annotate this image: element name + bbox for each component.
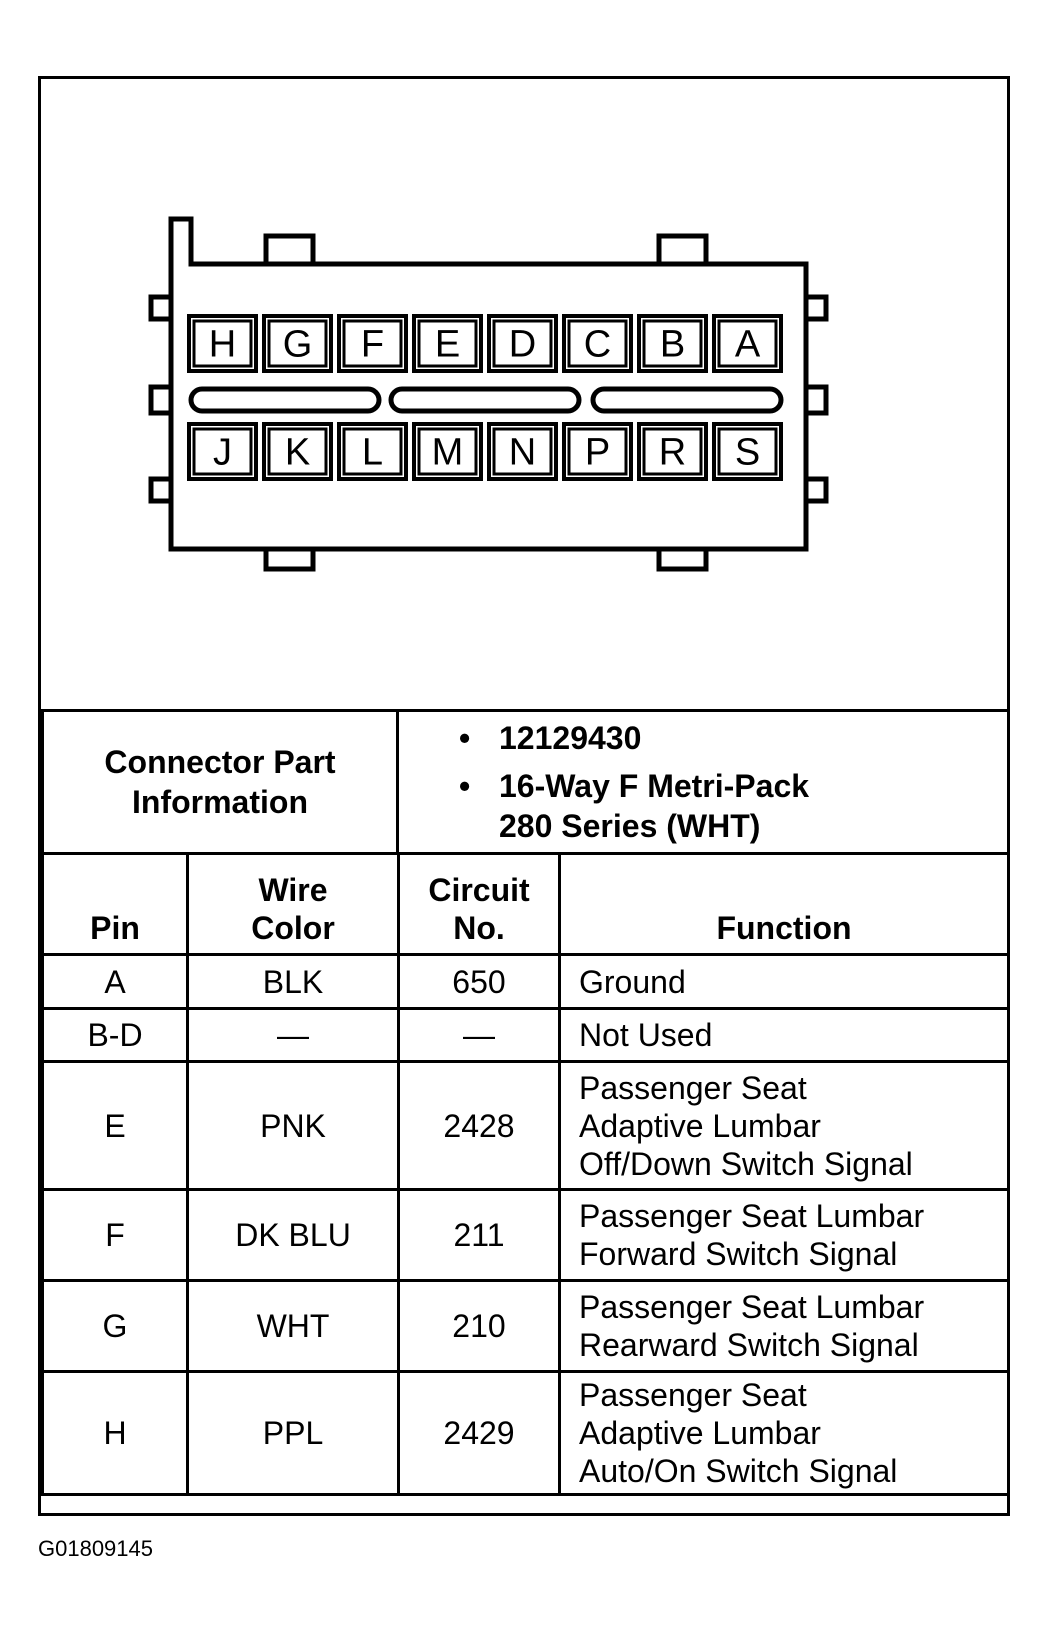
- connector-face-diagram: [41, 79, 1007, 709]
- pin-cell: B-D: [43, 1009, 188, 1062]
- side-tab-right-1: [806, 297, 826, 319]
- side-tab-right-2: [806, 387, 826, 413]
- cavity-label: H: [208, 323, 237, 366]
- keying-slot-2: [391, 389, 579, 411]
- cavity-row-bottom: [189, 424, 781, 479]
- cavity-label: B: [659, 323, 686, 366]
- cavity-label: M: [431, 431, 464, 474]
- diagram-frame: [38, 76, 1010, 1516]
- cavity-label: E: [434, 323, 461, 366]
- pin-cell: A: [43, 955, 188, 1009]
- pin-cell: E: [43, 1062, 188, 1190]
- cavity-m: [414, 424, 481, 479]
- wire-color-cell: PNK: [188, 1062, 399, 1190]
- table-row: [43, 955, 1009, 1009]
- table-row: [43, 1281, 1009, 1372]
- part-number: • 12129430: [459, 718, 1007, 758]
- header-pin: Pin: [43, 854, 188, 955]
- connector-body: [171, 219, 806, 549]
- part-info-label: Connector Part Information: [43, 711, 398, 854]
- cavity-b: [639, 316, 706, 371]
- function-cell: Passenger Seat Lumbar Forward Switch Signal: [560, 1190, 1009, 1281]
- figure-id: G01809145: [38, 1536, 153, 1561]
- pin-table: [41, 852, 1010, 1496]
- circuit-cell: 210: [399, 1281, 560, 1372]
- circuit-cell: 2428: [399, 1062, 560, 1190]
- cavity-label: J: [213, 431, 232, 474]
- wire-color-cell: BLK: [188, 955, 399, 1009]
- cavity-k: [264, 424, 331, 479]
- lock-tab-top-left: [266, 236, 313, 264]
- table-row: [43, 1372, 1009, 1495]
- circuit-cell: 211: [399, 1190, 560, 1281]
- cavity-label: P: [584, 431, 611, 474]
- function-cell: Passenger Seat Lumbar Rearward Switch Signal: [560, 1281, 1009, 1372]
- function-cell: Not Used: [560, 1009, 1009, 1062]
- side-tab-left-3: [151, 479, 171, 501]
- cavity-r: [639, 424, 706, 479]
- connector-description: • 16-Way F Metri-Pack 280 Series (WHT): [459, 766, 1007, 846]
- lock-tab-top-right: [659, 236, 706, 264]
- circuit-cell: 650: [399, 955, 560, 1009]
- function-cell: Ground: [560, 955, 1009, 1009]
- wire-color-cell: DK BLU: [188, 1190, 399, 1281]
- side-tab-left-2: [151, 387, 171, 413]
- connector-part-information: [41, 709, 1010, 855]
- pin-cell: G: [43, 1281, 188, 1372]
- circuit-cell: 2429: [399, 1372, 560, 1495]
- cavity-label: C: [583, 323, 612, 366]
- side-tab-left-1: [151, 297, 171, 319]
- cavity-c: [564, 316, 631, 371]
- keying-slot-1: [191, 389, 379, 411]
- cavity-e: [414, 316, 481, 371]
- cavity-label: N: [508, 431, 537, 474]
- cavity-j: [189, 424, 256, 479]
- lock-tab-bottom-right: [659, 549, 706, 569]
- cavity-d: [489, 316, 556, 371]
- wire-color-cell: WHT: [188, 1281, 399, 1372]
- cavity-label: L: [361, 431, 384, 474]
- cavity-label: G: [282, 323, 313, 366]
- pin-cell: F: [43, 1190, 188, 1281]
- cavity-row-top: [189, 316, 781, 371]
- cavity-f: [339, 316, 406, 371]
- cavity-label: K: [284, 431, 311, 474]
- header-circuit-no: Circuit No.: [399, 854, 560, 955]
- function-cell: Passenger Seat Adaptive Lumbar Off/Down Switch Signal: [560, 1062, 1009, 1190]
- cavity-label: F: [360, 323, 385, 366]
- keying-slot-3: [593, 389, 781, 411]
- cavity-l: [339, 424, 406, 479]
- cavity-label: A: [734, 323, 761, 366]
- header-function: Function: [560, 854, 1009, 955]
- cavity-label: S: [734, 431, 761, 474]
- cavity-a: [714, 316, 781, 371]
- table-row: [43, 1062, 1009, 1190]
- cavity-label: R: [658, 431, 687, 474]
- wire-color-cell: —: [188, 1009, 399, 1062]
- cavity-h: [189, 316, 256, 371]
- table-row: [43, 1190, 1009, 1281]
- wire-color-cell: PPL: [188, 1372, 399, 1495]
- function-cell: Passenger Seat Adaptive Lumbar Auto/On Switch Signal: [560, 1372, 1009, 1495]
- part-info-list: [398, 711, 1009, 854]
- header-wire-color: Wire Color: [188, 854, 399, 955]
- cavity-n: [489, 424, 556, 479]
- lock-tab-bottom-left: [266, 549, 313, 569]
- side-tab-right-3: [806, 479, 826, 501]
- cavity-s: [714, 424, 781, 479]
- cavity-p: [564, 424, 631, 479]
- circuit-cell: —: [399, 1009, 560, 1062]
- cavity-g: [264, 316, 331, 371]
- pin-cell: H: [43, 1372, 188, 1495]
- table-row: [43, 1009, 1009, 1062]
- cavity-label: D: [508, 323, 537, 366]
